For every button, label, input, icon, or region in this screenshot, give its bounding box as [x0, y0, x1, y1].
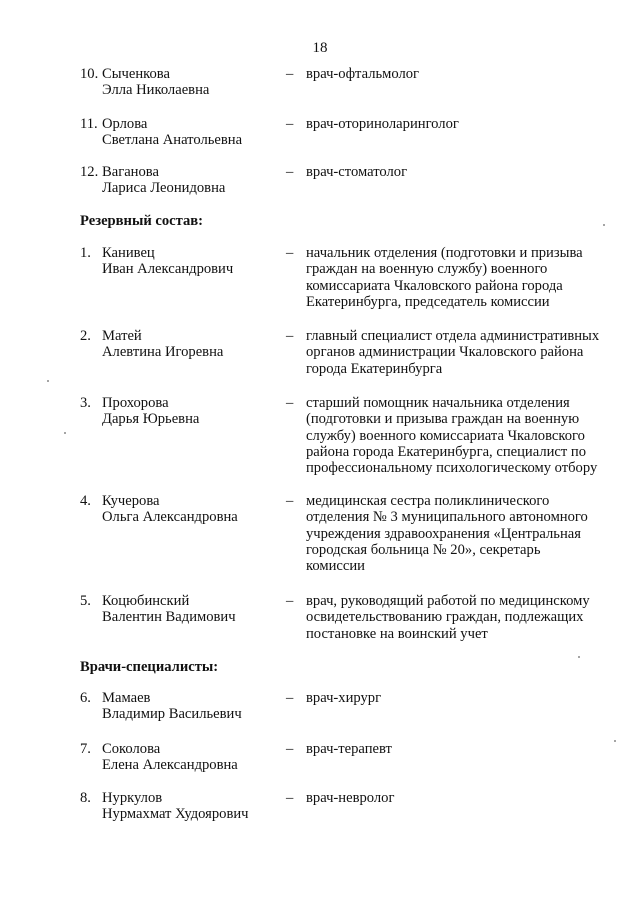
dash: – — [286, 245, 294, 261]
role-line: отделения № 3 муниципального автономного — [306, 509, 588, 526]
role-line: службу) военного комиссариата Чкаловского — [306, 427, 585, 444]
role-line: врач-хирург — [306, 690, 382, 706]
dash: – — [286, 328, 294, 344]
role-line: врач-терапевт — [306, 741, 392, 757]
entry-number: 11. — [80, 116, 98, 132]
dash: – — [286, 493, 294, 509]
scan-speck — [603, 224, 605, 226]
surname: Матей — [102, 328, 142, 344]
role-line: начальник отделения (подготовки и призыва — [306, 245, 583, 261]
role-line: врач-оториноларинголог — [306, 116, 459, 132]
surname: Кучерова — [102, 493, 160, 509]
role-line: врач-офтальмолог — [306, 66, 420, 82]
member-name — [102, 116, 282, 149]
role-line: главный специалист отдела административных — [306, 328, 600, 344]
section-heading-reserve: Резервный состав: — [80, 213, 204, 229]
role-line: района города Екатеринбурга, специалист по — [306, 443, 587, 460]
entry-number: 6. — [80, 690, 91, 706]
scan-speck — [64, 432, 66, 434]
given-names: Лариса Леонидовна — [102, 180, 226, 197]
role-line: органов администрации Чкаловского района — [306, 344, 584, 361]
entry-number: 2. — [80, 328, 91, 344]
dash: – — [286, 116, 294, 132]
given-names: Дарья Юрьевна — [102, 411, 200, 428]
member-name — [102, 66, 282, 99]
role-line: освидетельствованию граждан, подлежащих — [306, 609, 584, 626]
role-line: Екатеринбурга, председатель комиссии — [306, 293, 550, 310]
member-name — [102, 245, 282, 278]
section-heading-doctors: Врачи-специалисты: — [80, 659, 219, 675]
entry-number: 1. — [80, 245, 91, 261]
given-names: Алевтина Игоревна — [102, 344, 224, 361]
given-names: Валентин Вадимович — [102, 609, 236, 626]
dash: – — [286, 790, 294, 806]
given-names: Владимир Васильевич — [102, 706, 242, 723]
role-line: врач-стоматолог — [306, 164, 408, 180]
given-names: Елена Александровна — [102, 757, 238, 774]
given-names: Светлана Анатольевна — [102, 132, 243, 149]
dash: – — [286, 164, 294, 180]
member-name — [102, 395, 282, 428]
surname: Прохорова — [102, 395, 169, 411]
role-line: врач-невролог — [306, 790, 395, 806]
scan-speck — [614, 740, 616, 742]
surname: Соколова — [102, 741, 161, 757]
dash: – — [286, 66, 294, 82]
dash: – — [286, 593, 294, 609]
member-name — [102, 593, 282, 626]
role-line: учреждения здравоохранения «Центральная — [306, 525, 581, 542]
dash: – — [286, 395, 294, 411]
entry-number: 10. — [80, 66, 99, 82]
surname: Канивец — [102, 245, 155, 261]
role-line: городская больница № 20», секретарь — [306, 541, 541, 558]
role-line: медицинская сестра поликлинического — [306, 493, 550, 509]
role-line: граждан на военную службу) военного — [306, 261, 548, 278]
role-line: профессиональному психологическому отбору — [306, 460, 598, 477]
given-names: Иван Александрович — [102, 261, 234, 278]
given-names: Элла Николаевна — [102, 82, 210, 99]
surname: Нуркулов — [102, 790, 163, 806]
surname: Ваганова — [102, 164, 159, 180]
entry-number: 8. — [80, 790, 91, 806]
given-names: Нурмахмат Худоярович — [102, 806, 249, 823]
role-line: старший помощник начальника отделения — [306, 395, 570, 411]
member-name — [102, 690, 282, 723]
surname: Коцюбинский — [102, 593, 190, 609]
role-line: города Екатеринбурга — [306, 360, 443, 377]
role-line: постановке на воинский учет — [306, 625, 488, 642]
member-name — [102, 493, 282, 526]
scan-speck — [578, 656, 580, 658]
member-name — [102, 790, 282, 823]
surname: Орлова — [102, 116, 148, 132]
entry-number: 12. — [80, 164, 99, 180]
entry-number: 5. — [80, 593, 91, 609]
entry-number: 7. — [80, 741, 91, 757]
entry-number: 4. — [80, 493, 91, 509]
role-line: комиссии — [306, 558, 365, 575]
entry-number: 3. — [80, 395, 91, 411]
member-name — [102, 328, 282, 361]
dash: – — [286, 741, 294, 757]
member-name — [102, 164, 282, 197]
role-line: (подготовки и призыва граждан на военную — [306, 411, 580, 428]
dash: – — [286, 690, 294, 706]
scan-speck — [47, 380, 49, 382]
surname: Мамаев — [102, 690, 151, 706]
surname: Сыченкова — [102, 66, 170, 82]
member-name — [102, 741, 282, 774]
given-names: Ольга Александровна — [102, 509, 238, 526]
role-line: комиссариата Чкаловского района города — [306, 277, 563, 294]
role-line: врач, руководящий работой по медицинскому — [306, 593, 590, 609]
page-number: 18 — [312, 40, 328, 56]
